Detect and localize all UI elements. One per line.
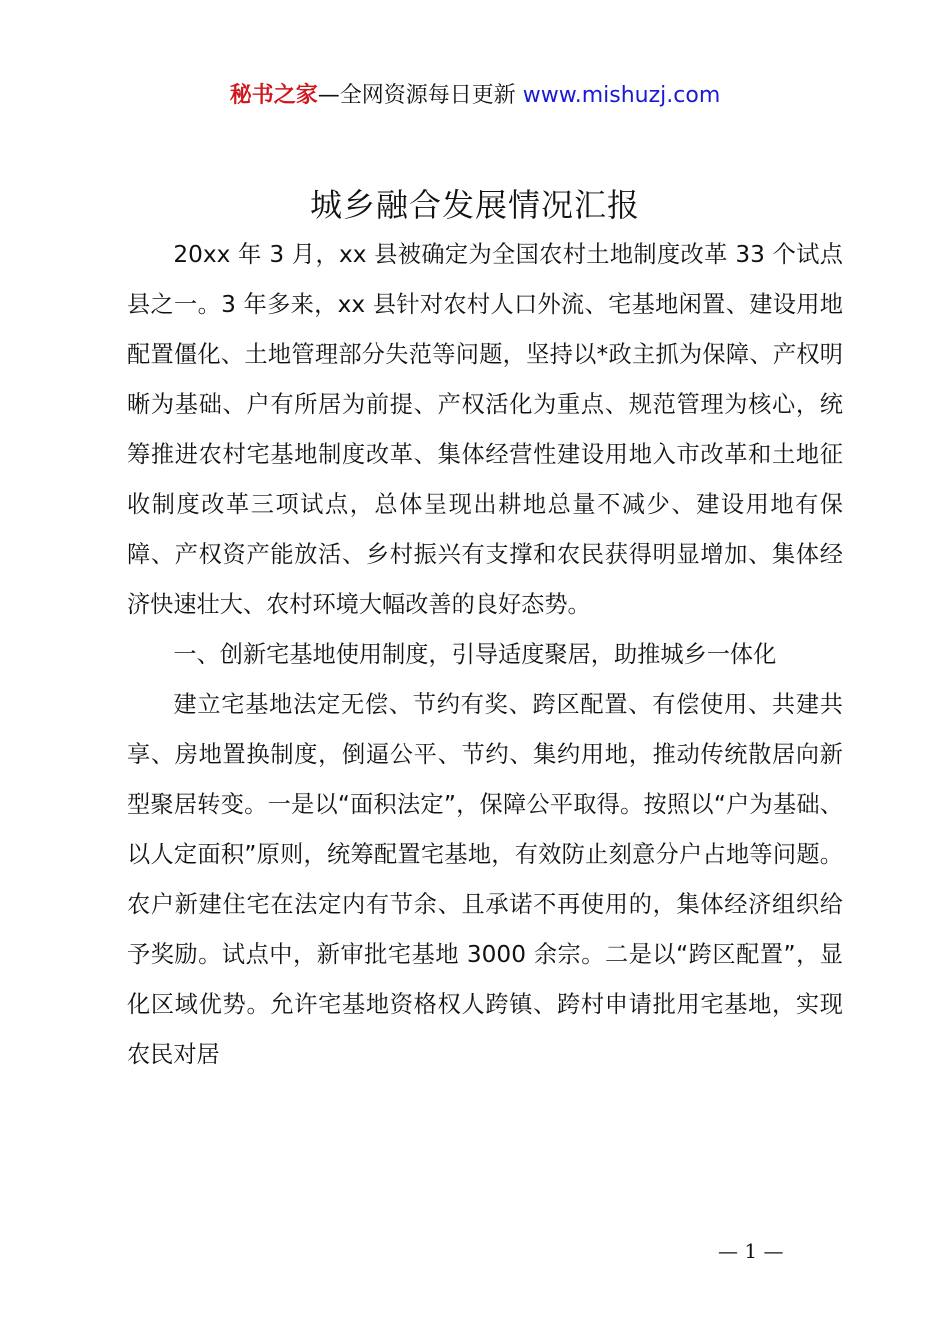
site-url-link[interactable]: www.mishuzj.com <box>522 83 721 108</box>
section-heading-1: 一、创新宅基地使用制度，引导适度聚居，助推城乡一体化 <box>173 641 777 668</box>
document-body <box>127 230 843 1080</box>
site-slogan: —全网资源每日更新 <box>317 83 516 108</box>
intro-paragraph: 20xx 年 3 月，xx 县被确定为全国农村土地制度改革 33 个试点县之一。3 年多来，xx 县针对农村人口外流、宅基地闲置、建设用地配置僵化、土地管理部分失范等问题，坚持以*政主抓为保障、产权明晰为基础、户有所居为前提、产权活化为重点、规范管理为核心，统筹推进农村宅基地制度改革、集体经营性建设用地入市改革和土地征收制度改革三项试点，总体呈现出耕地总量不减少、建设用地有保障、产权资产能放活、乡村振兴有支撑和农民获得明显增加、集体经济快速壮大、农村环境大幅改善的良好态势。 <box>127 241 843 618</box>
document-title: 城乡融合发展情况汇报 <box>309 186 640 224</box>
section-paragraph-1: 建立宅基地法定无偿、节约有奖、跨区配置、有偿使用、共建共享、房地置换制度，倒逼公平、节约、集约用地，推动传统散居向新型聚居转变。一是以“面积法定”，保障公平取得。按照以“户为基础、以人定面积”原则，统筹配置宅基地，有效防止刻意分户占地等问题。农户新建住宅在法定内有节余、且承诺不再使用的，集体经济组织给予奖励。试点中，新审批宅基地 3000 余宗。二是以“跨区配置”，显化区域优势。允许宅基地资格权人跨镇、跨村申请批用宅基地，实现农民对居 <box>127 691 843 1068</box>
site-header <box>0 78 950 114</box>
page-number: — 1 — <box>718 1239 784 1263</box>
site-brand: 秘书之家 <box>229 83 318 108</box>
